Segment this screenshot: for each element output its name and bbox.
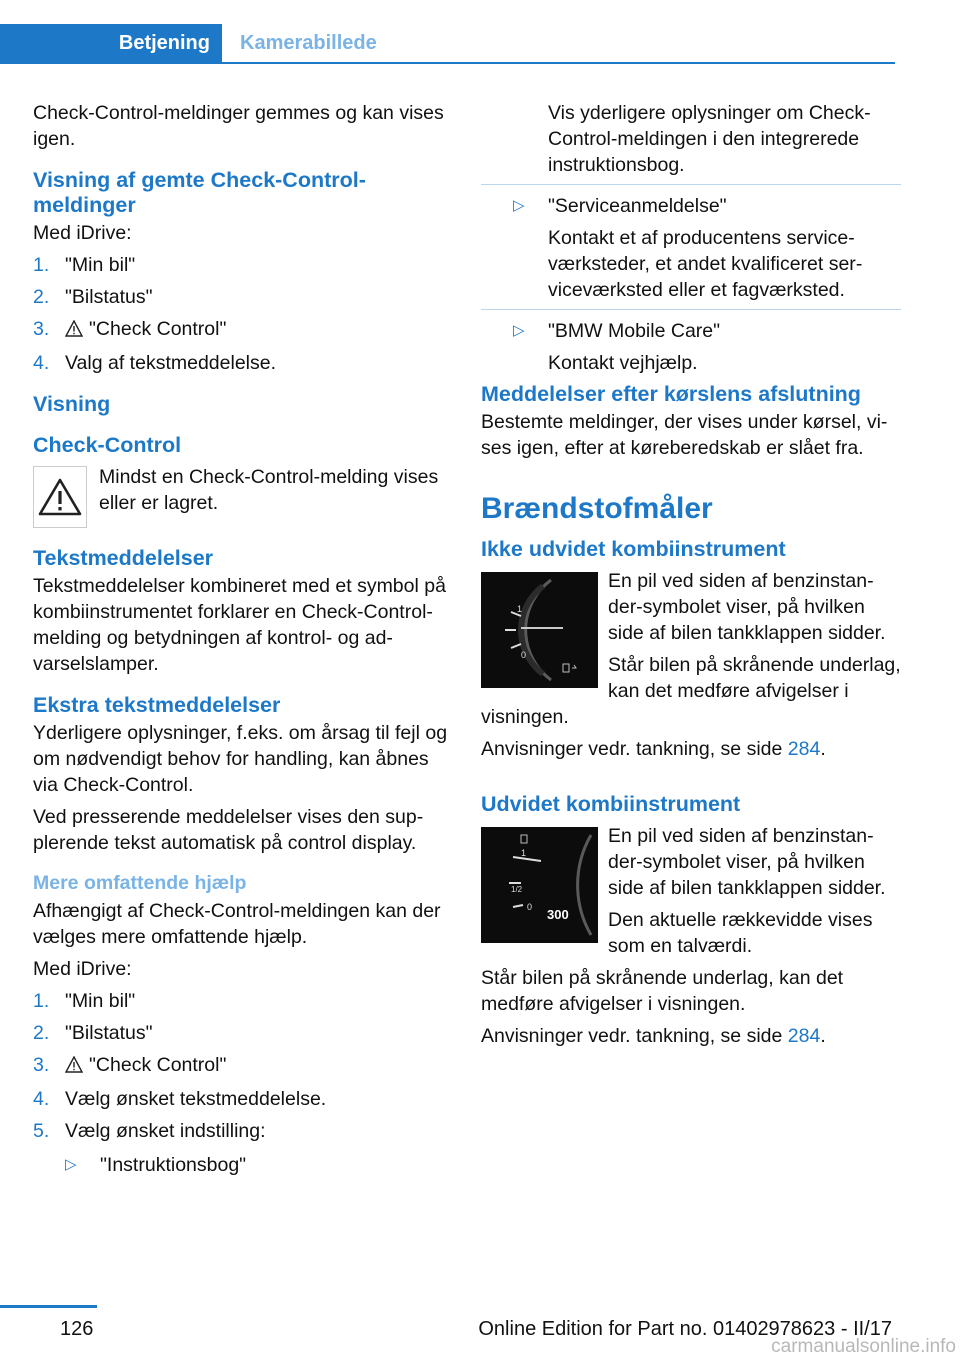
page-link-284[interactable]: 284 — [787, 738, 821, 760]
heading-udvidet: Udvidet kombiinstrument — [481, 792, 741, 816]
instruktionsbog-text: Vis yderligere oplysninger om Check-Control-meldingen i den integrerede instruktionsbog. — [548, 102, 871, 176]
list-item: ▷ "BMW Mobile Care" Kontakt vejhjælp. — [481, 318, 901, 376]
warning-triangle-icon — [65, 318, 85, 344]
ikke-udvidet-block — [481, 568, 901, 736]
tab-betjening[interactable]: Betjening — [0, 24, 222, 62]
fuel-gauge-image — [481, 572, 598, 688]
edition-note: Online Edition for Part no. 01402978623 - II/17 — [478, 1318, 892, 1340]
svg-text:1: 1 — [521, 848, 527, 858]
udvidet-block — [481, 823, 901, 965]
warning-triangle-icon — [65, 1054, 85, 1080]
heading-visning-gemte: Visning af gemte Check-Control-meldinger — [33, 168, 366, 217]
list-item: ▷ "Instruktionsbog" — [65, 1154, 247, 1176]
triangle-bullet-icon: ▷ — [513, 322, 525, 339]
list-item: 4. Vælg ønsket tekstmeddelelse. — [33, 1088, 327, 1110]
ikke-udvidet-text-1: En pil ved siden af benzinstander-symbolet viser, på hvilken side af bilen tankklappen sidder. — [608, 570, 886, 644]
steps-list-2 — [33, 988, 451, 1144]
svg-text:1/2: 1/2 — [511, 885, 523, 894]
udvidet-text-3: Står bilen på skrånende underlag, kan det medføre afvigelser i visningen. — [481, 967, 844, 1015]
fuel-gauge-extended-image — [481, 827, 598, 943]
triangle-bullet-icon: ▷ — [65, 1156, 77, 1173]
svg-text:0: 0 — [527, 902, 533, 912]
udvidet-text-1: En pil ved siden af benzinstander-symbolet viser, på hvilken side af bilen tankklappen sidder. — [608, 825, 886, 899]
anvisninger-text-2: Anvisninger vedr. tankning, se side 284. — [481, 1025, 826, 1047]
page-number: 126 — [60, 1318, 94, 1340]
ekstra-text-1: Yderligere oplysninger, f.eks. om årsag til fejl og om nødvendigt behov for handling, kan åbnes via Check-Control. — [33, 722, 448, 796]
footer-accent-line — [0, 1305, 97, 1308]
svg-text:1: 1 — [517, 604, 523, 614]
svg-text:0: 0 — [521, 650, 527, 660]
left-column — [33, 100, 451, 1184]
list-item: 2. "Bilstatus" — [33, 286, 153, 308]
udvidet-text-2: Den aktuelle rækkevidde vises som en talværdi. — [608, 909, 873, 957]
watermark: carmanualsonline.info — [771, 1336, 956, 1357]
list-item: 2. "Bilstatus" — [33, 1022, 153, 1044]
med-idrive-label-2: Med iDrive: — [33, 958, 132, 980]
list-item: ▷ "Serviceanmeldelse" Kontakt et af producentens serviceværksteder, et andet kvalificeret serviceværksted eller et fagværksted. — [481, 193, 901, 303]
anvisninger-text-1: Anvisninger vedr. tankning, se side 284. — [481, 738, 826, 760]
list-item: 1. "Min bil" — [33, 990, 136, 1012]
heading-ikke-udvidet: Ikke udvidet kombiinstrument — [481, 537, 786, 561]
heading-mere-hjaelp: Mere omfattende hjælp — [33, 872, 247, 894]
mere-text: Afhængigt af Check-Control-meldingen kan der vælges mere omfattende hjælp. — [33, 900, 441, 948]
list-item: 1. "Min bil" — [33, 254, 136, 276]
help-options-list-2 — [481, 318, 901, 376]
list-item: 4. Valg af tekstmeddelelse. — [33, 352, 277, 374]
page-link-284[interactable]: 284 — [787, 1025, 821, 1047]
heading-meddelelser: Meddelelser efter kørslens afslutning — [481, 382, 861, 406]
list-item: 3. "Check Control" — [33, 316, 451, 344]
warning-triangle-icon — [33, 466, 87, 528]
check-control-text: Mindst en Check-Control-melding vises eller er lagret. — [99, 466, 439, 514]
svg-text:300: 300 — [547, 907, 569, 922]
divider — [481, 309, 901, 310]
bmw-care-text: Kontakt vejhjælp. — [548, 352, 698, 374]
list-item: 3. "Check Control" — [33, 1052, 451, 1080]
service-text: Kontakt et af producentens serviceværksteder, et andet kvalificeret serviceværksted eller et fagværksted. — [548, 227, 863, 301]
ikke-udvidet-text-2: Står bilen på skrånende underlag, kan det medføre afvigelser i visningen. — [481, 654, 901, 728]
heading-tekstmeddelelser: Tekstmeddelelser — [33, 546, 214, 570]
med-idrive-label: Med iDrive: — [33, 222, 132, 244]
steps-list-1 — [33, 252, 451, 376]
sub-options-list — [33, 1152, 451, 1178]
intro-text: Check-Control-meldinger gemmes og kan vises igen. — [33, 102, 444, 150]
meddelelser-text: Bestemte meldinger, der vises under kørsel, vises igen, efter at køreberedskab er slået fra. — [481, 411, 888, 459]
right-column — [481, 100, 901, 1055]
heading-ekstra: Ekstra tekstmeddelelser — [33, 693, 281, 717]
header-tabbar — [0, 24, 895, 64]
heading-visning: Visning — [33, 392, 111, 416]
check-control-block — [33, 464, 451, 530]
heading-braendstofmaaler: Brændstofmåler — [481, 492, 713, 525]
tekst-text: Tekstmeddelelser kombineret med et symbol på kombiinstrumentet forklarer en Check-Control-melding og betydningen af kontrol- og advarselslamper. — [33, 575, 446, 675]
ekstra-text-2: Ved presserende meddelelser vises den supplerende tekst automatisk på control display. — [33, 806, 424, 854]
tab-kamerabillede[interactable]: Kamerabillede — [240, 32, 377, 54]
list-item: 5. Vælg ønsket indstilling: — [33, 1120, 266, 1142]
heading-check-control: Check-Control — [33, 433, 182, 457]
help-options-list — [481, 193, 901, 303]
divider — [481, 184, 901, 185]
triangle-bullet-icon: ▷ — [513, 197, 525, 214]
